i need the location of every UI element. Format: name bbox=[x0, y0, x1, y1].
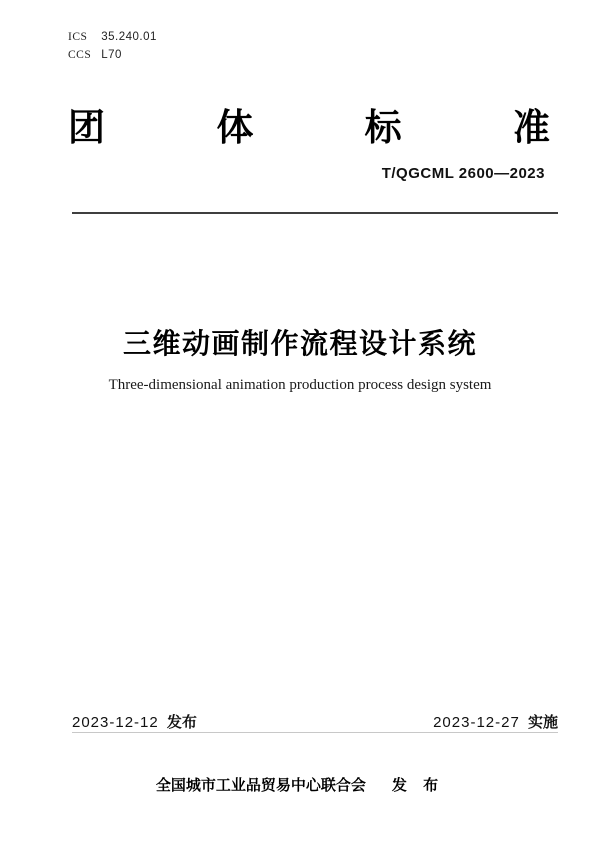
implementation-label: 实施 bbox=[527, 714, 558, 731]
publish-action-label: 发 布 bbox=[391, 777, 445, 794]
issue-date: 2023-12-12 bbox=[72, 714, 159, 731]
doc-type-char: 团 bbox=[68, 107, 105, 148]
ics-value: 35.240.01 bbox=[101, 31, 157, 43]
ics-label: ICS bbox=[68, 31, 88, 43]
publisher-name: 全国城市工业品贸易中心联合会 bbox=[155, 777, 366, 794]
doc-type-char: 标 bbox=[364, 107, 402, 148]
doc-type-char: 体 bbox=[216, 107, 254, 148]
issue-date-group bbox=[72, 711, 197, 732]
header-rule bbox=[72, 212, 558, 214]
ics-line bbox=[68, 28, 157, 46]
ccs-line bbox=[68, 46, 157, 64]
page-title: 三维动画制作流程设计系统 bbox=[122, 328, 477, 359]
implementation-date: 2023-12-27 bbox=[433, 714, 520, 731]
classification-block bbox=[68, 28, 157, 64]
footer-rule bbox=[72, 732, 558, 733]
dates-row bbox=[72, 711, 558, 732]
page-subtitle-english: Three-dimensional animation production process design system bbox=[108, 377, 492, 393]
publisher-row bbox=[0, 774, 600, 795]
issue-label: 发布 bbox=[166, 714, 197, 731]
ccs-value: L70 bbox=[101, 49, 122, 61]
standard-number: T/QGCML 2600—2023 bbox=[381, 165, 545, 182]
doc-type-char: 准 bbox=[512, 107, 550, 148]
doc-type-title bbox=[68, 109, 550, 146]
ccs-label: CCS bbox=[68, 49, 92, 61]
implementation-date-group bbox=[433, 711, 558, 732]
